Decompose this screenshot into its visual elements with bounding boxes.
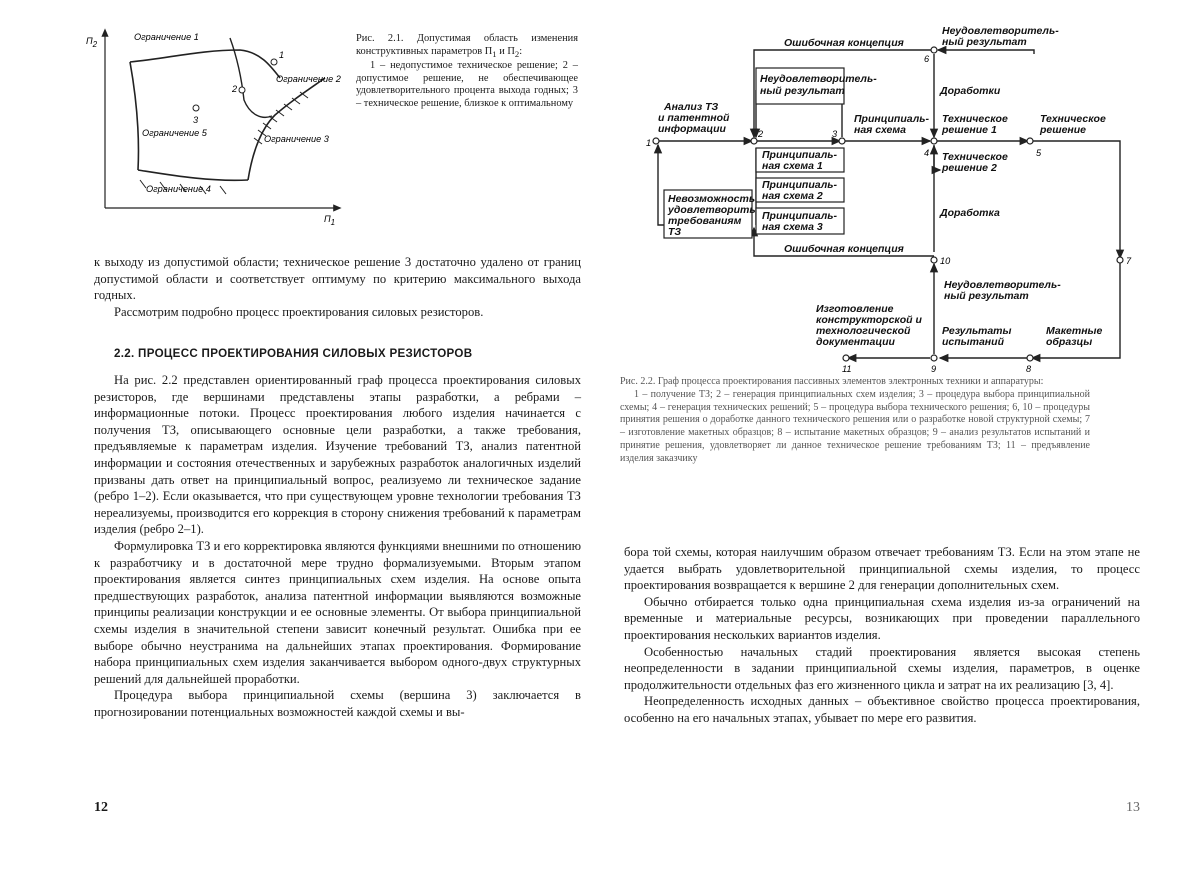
paragraph: Процедура выбора принципиальной схемы (вершина 3) заключается в прогнозировании потенциальных возможностей каждой схемы и вы- — [94, 688, 581, 719]
paragraph: Рассмотрим подробно процесс проектирования силовых резисторов. — [114, 304, 484, 319]
label-principal: Принципиаль-ная схема — [854, 113, 929, 136]
figure-2-1-caption — [356, 33, 578, 111]
axis-x-label: П1 — [324, 214, 336, 227]
paragraph: На рис. 2.2 представлен ориентированный граф процесса проектирования силовых резисторов, где вершинами представлены этапы разработки, а ребрами – информационные потоки. Процесс проектирования любого изделия начинается с получения ТЗ, описывающего основные цели разработки, а также требования, предъявляемые к параметрам изделия. Изучение требований ТЗ, анализ патентной информации и состояния отечественных и зарубежных разработок аналогичных изделий призваны дать ответ на принципиальный вопрос, реализуемо ли техническое задание (ребро 1–2). Если оказывается, что при существующем уровне технологии требования ТЗ нереализуемы, производится его коррекция в сторону снижения требований к параметрам изделия (ребро 2–1). — [94, 373, 581, 537]
label-models: Макетные образцы — [1046, 325, 1103, 348]
left-text-main — [94, 372, 581, 720]
page-number-left: 12 — [94, 800, 108, 815]
node-1-label: 1 — [646, 138, 652, 148]
figure-2-1-caption-title: Рис. 2.1. Допустимая область изменения конструктивных параметров $П_1$ и $П_2$: — [356, 33, 578, 59]
label-scheme-3: Принципиаль-ная схема 3 — [762, 210, 837, 233]
figure-2-2 — [644, 20, 1144, 374]
point-1-label: 1 — [279, 50, 285, 60]
node-2-label: 2 — [758, 129, 764, 139]
label-scheme-1: Принципиаль-ная схема 1 — [762, 149, 837, 172]
node-4-label: 4 — [924, 148, 930, 158]
label-docs: Изготовление конструкторской и технологической документации — [816, 303, 922, 348]
section-heading: 2.2. ПРОЦЕСС ПРОЕКТИРОВАНИЯ СИЛОВЫХ РЕЗИСТОРОВ — [114, 347, 473, 360]
node-11-label: 11 — [842, 364, 852, 374]
node-5-label: 5 — [1036, 148, 1042, 158]
paragraph: бора той схемы, которая наилучшим образом отвечает требованиям ТЗ. Если на этом этапе не удается выбрать удовлетворительной принципиальной схемы изделия, то процесс проектирования возвращается к вершине 2 для генерации дополнительных схем. — [624, 545, 1140, 593]
paragraph: к выходу из допустимой области; техническое решение 3 достаточно удалено от границ допустимой области и соответствует оптимуму по критерию максимального выхода годных. — [94, 255, 581, 303]
node-6-label: 6 — [924, 54, 930, 64]
label-wrong-top: Ошибочная концепция — [784, 37, 904, 49]
left-text-top — [94, 254, 581, 320]
point-3-label: 3 — [193, 115, 199, 125]
label-rework-2: Доработка — [940, 207, 1000, 219]
constraint-2-label: Ограничение 2 — [276, 74, 341, 84]
label-tech-2: Техническое решение 2 — [942, 151, 1008, 174]
constraint-5-label: Ограничение 5 — [142, 128, 207, 138]
constraint-3-label: Ограничение 3 — [264, 134, 329, 144]
constraint-4-label: Ограничение 4 — [146, 184, 211, 194]
paragraph: Особенностью начальных стадий проектирования является высокая степень неопределенности в задании принципиальной схемы изделия, параметров, в оценке продолжительности отдельных фаз его жизненного цикла и затрат на их реализацию [3, 4]. — [624, 644, 1140, 692]
constraint-1-label: Ограничение 1 — [134, 32, 199, 42]
node-7-label: 7 — [1126, 256, 1132, 266]
page-number-right: 13 — [1126, 800, 1140, 815]
label-tech: Техническое решение — [1040, 113, 1106, 136]
figure-2-2-caption — [620, 376, 1090, 466]
label-rework-1: Доработки — [940, 85, 1001, 97]
label-unsat-left: Неудовлетворитель-ный результат — [760, 73, 877, 97]
node-9-label: 9 — [931, 364, 937, 374]
label-results: Результаты испытаний — [942, 325, 1012, 348]
figure-2-1-caption-body: 1 – недопустимое техническое решение; 2 – допустимое решение, не обеспечивающее удовлетворительного процента выхода годных; 3 – техническое решение, близкое к оптимальному — [356, 60, 578, 110]
node-8-label: 8 — [1026, 364, 1032, 374]
label-unsat-bottom: Неудовлетворитель-ный результат — [944, 279, 1061, 302]
label-impossible: Невозможность удовлетворить требованиям ТЗ — [668, 193, 756, 238]
label-analysis: Анализ ТЗ и патентной информации — [658, 101, 730, 135]
figure-2-2-caption-body: 1 – получение ТЗ; 2 – генерация принципиальных схем изделия; 3 – процедура выбора принципиальной схемы; 4 – генерация технических решений; 5 – процедура выбора технического решения; 6, 10 – процедуры принятия решения о доработке данного технического решения или о разработке новой структурной схемы; 7 – изготовление макетных образцов; 8 – испытание макетных образцов; 9 – анализ результатов испытаний и принятие решения, удовлетворяет ли данное техническое решение требованиям ТЗ; 11 – предъявление изделия заказчику — [620, 388, 1090, 464]
figure-2-2-caption-title: Рис. 2.2. Граф процесса проектирования пассивных элементов электронных техники и аппаратуры: — [620, 376, 1044, 387]
label-wrong-bottom: Ошибочная концепция — [784, 243, 904, 255]
label-unsat-top: Неудовлетворитель-ный результат — [942, 25, 1059, 48]
figure-2-1 — [80, 20, 355, 225]
label-tech-1: Техническое решение 1 — [942, 113, 1008, 136]
paragraph: Обычно отбирается только одна принципиальная схема изделия из-за ограничений на временные и материальные ресурсы, возникающих при проведении параллельного проектирования нескольких вариантов изделия. — [624, 594, 1140, 642]
point-2-label: 2 — [232, 84, 238, 94]
axis-y-label: П2 — [86, 36, 98, 49]
paragraph: Неопределенность исходных данных – объективное свойство процесса проектирования, особенно на его начальных этапах, убывает по мере его развития. — [624, 694, 1140, 725]
right-text-main — [624, 544, 1140, 727]
node-10-label: 10 — [940, 256, 951, 266]
node-3-label: 3 — [832, 129, 838, 139]
label-scheme-2: Принципиаль-ная схема 2 — [762, 179, 837, 202]
right-page — [600, 0, 1200, 881]
paragraph: Формулировка ТЗ и его корректировка являются функциями внешними по отношению к разработчику и в достаточной мере трудно формализуемыми. Вторым этапом проектирования является синтез принципиальных схем изделия. На основе опыта предшествующих разработок, анализа патентной информации выявляются возможные принципы реализации конструкции и ее основные элементы. От выбора принципиальной схемы изделия в значительной степени зависит конечный результат. Ошибка при ее выборе обычно неустранима на дальнейших этапах проектирования. Формирование набора принципиальных схем изделия заканчивается выбором одного-двух структурных решений для дальнейшей проработки. — [94, 538, 581, 686]
